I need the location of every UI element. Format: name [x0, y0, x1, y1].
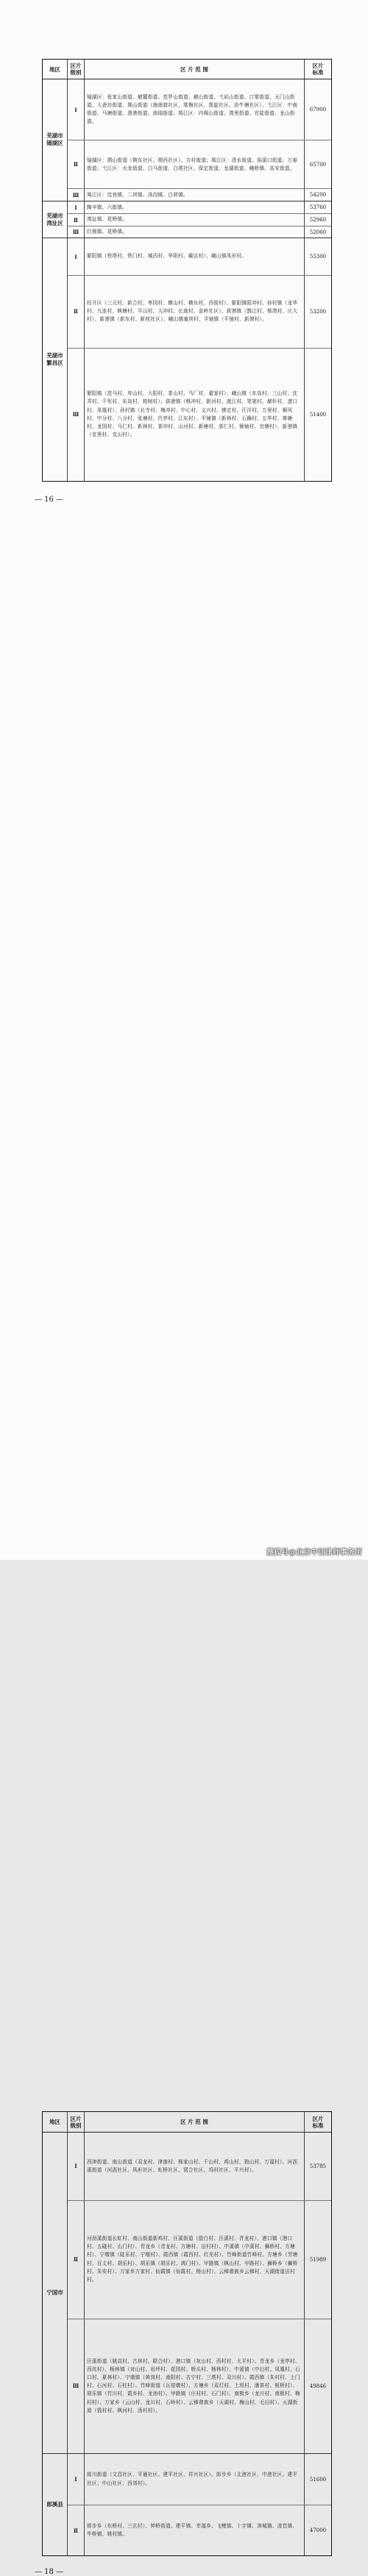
- zone-range: 经开区（三元村、新合村、枣园村、横山村、横东村、西街村）、繁阳镇阳冲村、孙村镇（龙华村、九连村、枫塘村、平山村、大冲村、长垅村、金岭社区）、荻港镇（鹊江村、杨湾村、庆大村）、新港镇（新东村、新荷社区）、峨山镇塞坝村、平铺镇（平铺村、新弹村）。: [85, 276, 305, 348]
- table-row: [68, 226, 331, 238]
- area-group: [43, 2453, 331, 2555]
- area-name: 芜湖市 繁昌区: [43, 238, 68, 481]
- zone-level: Ⅰ: [68, 2454, 85, 2505]
- zone-standard: 52060: [309, 229, 327, 235]
- zone-range: 西津街道、南山街道（双龙村、津南村、杨家山村、千山村、鸡山村、独山村、万福村）、河沥溪街道（河沥社区、凤形社区、虹桥社区、窝合社区、坞村社区、平兴村）。: [85, 2133, 305, 2200]
- zone-standard: 53200: [309, 308, 327, 315]
- zone-level: Ⅰ: [68, 201, 85, 213]
- zone-standard: 65700: [309, 161, 327, 168]
- zone-level: Ⅰ: [68, 238, 85, 274]
- table-row: [68, 348, 331, 481]
- page-16: [0, 0, 368, 513]
- zone-level: Ⅱ: [68, 2201, 85, 2319]
- table-row: [68, 201, 331, 213]
- zone-range: 繁阳镇（范马村、库山村、大阳村、茶山村、马厂村、翟家村）、峨山镇（东岛村、三山村、沈弄村、千军村、东岛村、柏树村）、荻港镇（桃冲村、新河村、渡江村、笔架村、赭圻村、渚口村、凤凰村）、孙村镇（长寺村、梅冲村、中心村、义兴村、感定村、汪洋村、万里村、顺风村、中分村、八分村、张塘村、代亭村、江东村）、平铺镇（新林村、石狮村、五华村、寒塘村、龙园村、马仁村、新林村、茶冲村、山河村、新塘村、郭仁村、藜铺村、官塘村）、新港镇（克里村、克山村）。: [85, 349, 305, 481]
- header-standard: 区片 标准: [312, 2115, 324, 2129]
- table-row: [68, 2505, 331, 2555]
- zone-range: 镜湖区：张家山街道、赭麓街道、范罗山街道、赭山街道、弋矶山街道、汀棠街道、天门山街道、大砻坊街道、荆山街道（海南渡社区、棠梅社区、凯旋社区、浴牛塘社区）、弋江区：中南街道、马塘街道、澛港街道、南瑞街道；鸠江区：四褐山街道、湾里街道、官陡街道、龙山街道。: [85, 79, 305, 140]
- zone-standard: 53760: [309, 204, 327, 211]
- zone-level: Ⅱ: [68, 140, 85, 188]
- zone-range: 繁阳镇（铁塔村、铁门村、城西村、华阳村、戴店村）、峨山镇凤形村。: [85, 238, 305, 274]
- area-name: 芜湖市 湾沚区: [43, 201, 68, 238]
- zone-standard: 51400: [309, 411, 327, 418]
- table-row: [68, 2319, 331, 2454]
- zone-standard: 51600: [309, 2476, 327, 2483]
- table-row: [68, 2133, 331, 2200]
- table-header: [43, 2112, 331, 2133]
- zone-level: Ⅱ: [68, 2505, 85, 2555]
- zone-range: 红杨镇、花桥镇。: [85, 226, 305, 238]
- table-row: [68, 275, 331, 348]
- table-header: [43, 60, 331, 79]
- table-row: [68, 79, 331, 140]
- zone-range: 郎川街道（文昌社区、平通社区、建平社区、祥兴社区）、郎步乡（北港社区、中港社区、建平社区、中山社区、西郊村）。: [85, 2454, 305, 2505]
- zone-range: 陶辛镇、六郎镇。: [85, 201, 305, 213]
- zone-range: 郎步乡（东桥村、三玄村）、钟桥街道、建平镇、幸福乡、飞鲤镇、十字镇、涛城镇、凌笪镇、毕桥镇、姚村镇。: [85, 2505, 305, 2555]
- zone-level: Ⅲ: [68, 226, 85, 238]
- watermark: 搜狐号@北京中证律师事务所: [266, 1549, 362, 1557]
- zone-range: 鸠江区：沈巷镇、二坝镇、汤沟镇、白茆镇。: [85, 189, 305, 200]
- table-row: [68, 213, 331, 225]
- area-group: [43, 238, 331, 481]
- land-price-table: [42, 59, 332, 482]
- header-area: 地区: [43, 2112, 68, 2132]
- header-level: 区片 级别: [68, 2112, 85, 2132]
- zone-level: Ⅱ: [68, 214, 85, 225]
- table-row: [68, 2454, 331, 2505]
- area-name: 郎溪县: [43, 2454, 68, 2555]
- zone-standard: 52960: [309, 217, 327, 224]
- page-number: — 18 —: [35, 2568, 64, 2576]
- area-name: 宁国市: [43, 2133, 68, 2453]
- zone-level: Ⅰ: [68, 79, 85, 140]
- area-group: [43, 201, 331, 238]
- page-18: [0, 1027, 368, 2576]
- area-group: [43, 79, 331, 201]
- zone-standard: 67900: [309, 107, 327, 113]
- table-row: [68, 140, 331, 188]
- zone-standard: 53785: [309, 2163, 327, 2169]
- zone-standard: 47000: [309, 2527, 327, 2534]
- page-17: [0, 513, 368, 1027]
- header-area: 地区: [43, 60, 68, 79]
- area-group: [43, 2133, 331, 2453]
- header-level: 区片 级别: [68, 60, 85, 79]
- zone-level: Ⅲ: [68, 189, 85, 200]
- page-number: — 16 —: [35, 496, 64, 504]
- table-row: [68, 2200, 331, 2319]
- zone-standard: 51989: [309, 2256, 327, 2263]
- zone-range: 河沥溪街道长虹村、南山街道新鸡村、汪溪街道（殷白村、汪溪村、青龙村）、港口镇（港口村、五碰村、山门村）、青龙乡（青龙村、方塘村、田村村）、中溪镇（中溪村、狮桥村、方塘村）、宁墩镇（陡乐村、宁墩村）、霞西镇（霞西村、红光村）、竹峰街道竹峰村、方塘乡（芳塘村、百丈村、胡乐村）、胡乐镇（胡乐村、鸿门村）、甲路镇（枫山村、甲路村）、狮桥乡（狮桥村、朱安村）、万家乡万家村、仙霞镇（仙霞村、杨山村）、云梯畲族乡云梯村、天湖街道田村村。: [85, 2201, 305, 2319]
- zone-level: Ⅰ: [68, 2133, 85, 2200]
- area-name: 芜湖市 镜湖区: [43, 79, 68, 201]
- zone-range: 湾沚镇、花桥镇。: [85, 214, 305, 225]
- header-range: 区 片 范 围: [85, 2112, 305, 2132]
- zone-level: Ⅲ: [68, 2319, 85, 2454]
- zone-standard: 54200: [309, 192, 327, 199]
- zone-level: Ⅲ: [68, 349, 85, 481]
- zone-standard: 49846: [309, 2383, 327, 2389]
- zone-range: 汪溪街道（姚高村、古林村、联合村）、港口镇（灰山村、西村村、太平村）、青龙乡（龙亭村、西坑村）、杨林镇（对山村、岩坪村、花园村、桥头村、杨林村）、中溪镇（中田村、凤凰村、石口村、夏林村）、宁墩镇（黄岗村、南阳村、古宁村、三塔村、双川村）、霞西镇（朱村村、上门村、石河村、石柱村）、竹峰街道（瓦窑墩村）、方塘乡（双灯村、上坦村、潘茶村、板桥村）、胡乐镇（竹川村、霞乡村、龙池村）、甲路镇（庄村村、石门村）、南极乡（龙川村、南极村、梅村村）、万家乡（云山村、龙川村、石岭村）、云梯畲族乡（天湖村、梅山村、毛田村）、天湖街道（钱村村、枫河村、汤村村）。: [85, 2319, 305, 2454]
- header-standard: 区片 标准: [312, 63, 324, 76]
- table-row: [68, 238, 331, 274]
- zone-range: 镜湖区：荆山街道（荆东社区、荆西社区）、方村街道；鸠江区：清水街道、裕溪口街道、万春街道；弋江区：火龙街道、白马街道、白塔社区、保定街道、龙湖街道、峨桥镇、高安街道。: [85, 140, 305, 188]
- zone-level: Ⅱ: [68, 276, 85, 348]
- land-price-table: [42, 2111, 332, 2556]
- table-row: [68, 188, 331, 200]
- header-range: 区 片 范 围: [85, 60, 305, 79]
- zone-standard: 55300: [309, 254, 327, 260]
